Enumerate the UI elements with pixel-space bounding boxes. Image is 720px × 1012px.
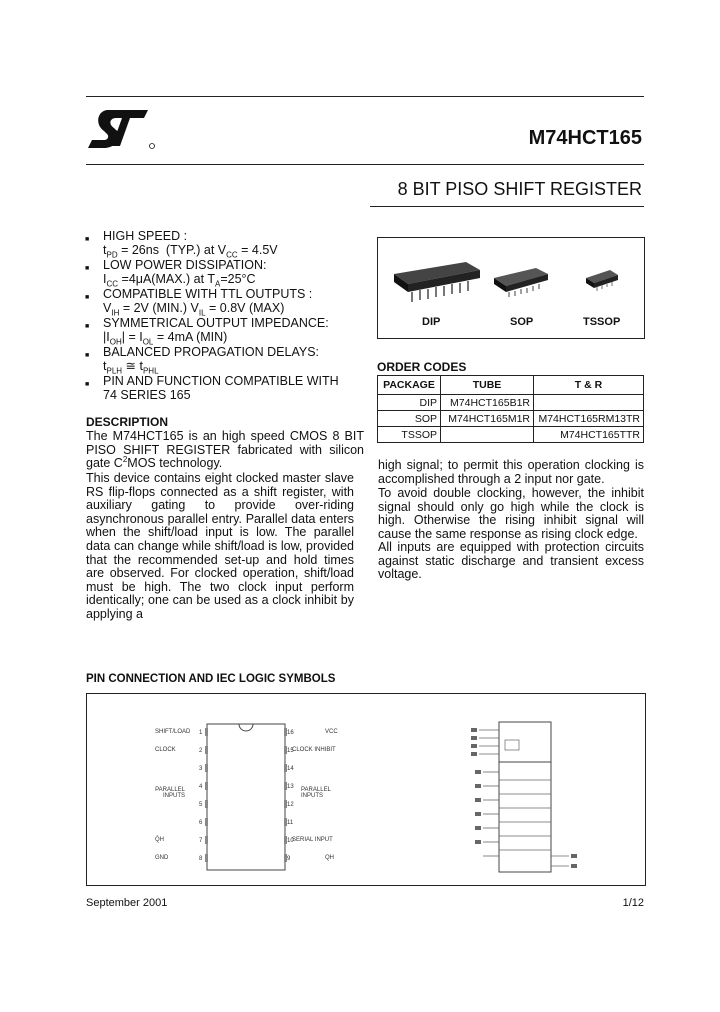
svg-text:2: 2	[199, 748, 203, 754]
table-cell: M74HCT165M1R	[441, 411, 534, 427]
package-images-box	[377, 237, 645, 339]
pin-label: QH	[325, 855, 334, 861]
svg-text:5: 5	[199, 802, 203, 808]
svg-text:9: 9	[287, 856, 291, 862]
pin-label: PARALLEL INPUTS	[301, 787, 331, 799]
table-row	[378, 395, 644, 411]
feature-detail: 74 SERIES 165	[103, 388, 191, 402]
iec-logic-symbol	[457, 714, 597, 884]
bullet-icon: ■	[85, 323, 90, 330]
svg-text:11: 11	[287, 820, 294, 826]
footer-date: September 2001	[86, 897, 168, 909]
pin-connection-box	[86, 693, 646, 886]
tssop-package-icon	[582, 266, 622, 296]
feature-item	[85, 345, 365, 376]
pin-label: CLOCK	[155, 747, 176, 753]
document-subtitle: 8 BIT PISO SHIFT REGISTER	[397, 179, 642, 199]
header-rule-bottom	[370, 206, 644, 207]
table-cell	[534, 395, 644, 411]
svg-text:8: 8	[199, 856, 203, 862]
svg-text:12: 12	[287, 802, 294, 808]
dip-package-icon	[388, 256, 486, 306]
table-cell	[441, 427, 534, 443]
feature-item	[85, 287, 365, 318]
header-rule-middle	[86, 164, 644, 165]
pin-label: SHIFT/LOAD	[155, 729, 191, 735]
table-cell: DIP	[378, 395, 441, 411]
pin-connection-title: PIN CONNECTION AND IEC LOGIC SYMBOLS	[86, 673, 336, 685]
feature-item	[85, 258, 365, 289]
feature-detail-rendered: $t_{PLH}$ ≅ $t_{PHL}$	[103, 359, 159, 376]
bullet-icon: ■	[85, 352, 90, 359]
feature-title: PIN AND FUNCTION COMPATIBLE WITH	[103, 374, 339, 388]
table-row	[378, 427, 644, 443]
bullet-icon: ■	[85, 294, 90, 301]
svg-text:14: 14	[287, 766, 294, 772]
part-number: M74HCT165	[528, 127, 642, 149]
column-header: PACKAGE	[378, 376, 441, 395]
table-cell: M74HCT165RM13TR	[534, 411, 644, 427]
feature-title: HIGH SPEED :	[103, 229, 188, 243]
description-paragraph-2: This device contains eight clocked master slave RS flip-flops connected as a shift register, with auxiliary gating to provide over-riding asynchronous parallel entry. Parallel data enters when the shift/load input is low. The parallel data can change while shift/load is low, provided that the recommended set-up and hold times are observed. For clocked operation, shift/load must be high. The two clock input perform identically; one can be used as a clock inhibit by applying a	[86, 471, 354, 621]
table-cell: SOP	[378, 411, 441, 427]
description-text: The M74HCT165 is an high speed CMOS 8 BIT PISO SHIFT REGISTER fabricated with silicon gate C	[86, 429, 364, 471]
table-cell: M74HCT165TTR	[534, 427, 644, 443]
bullet-icon: ■	[85, 236, 90, 243]
pin-label: PARALLEL INPUTS	[155, 787, 185, 799]
feature-list	[85, 229, 365, 403]
svg-text:3: 3	[199, 766, 203, 772]
feature-item	[85, 374, 365, 402]
feature-title: COMPATIBLE WITH TTL OUTPUTS :	[103, 287, 313, 301]
bullet-icon: ■	[85, 381, 90, 388]
table-cell: TSSOP	[378, 427, 441, 443]
table-header-row	[378, 376, 644, 395]
description-text: MOS technology.	[127, 456, 223, 471]
feature-title: BALANCED PROPAGATION DELAYS:	[103, 345, 320, 359]
tssop-label: TSSOP	[583, 316, 621, 328]
sop-label: SOP	[510, 316, 534, 328]
order-codes-table	[377, 375, 644, 443]
bullet-icon: ■	[85, 265, 90, 272]
description-paragraph-4: To avoid double clocking, however, the inhibit signal should only go high while the clock is high. Otherwise the rising inhibit signal will cause the same response as rising clock edge.	[378, 486, 644, 541]
feature-detail-rendered: $t_{PD} = 26ns$ (TYP.) at $V_{CC} = 4.5V$	[103, 243, 278, 260]
table-row	[378, 411, 644, 427]
order-codes-title: ORDER CODES	[377, 360, 467, 374]
column-header: T & R	[534, 376, 644, 395]
dip-pinout-diagram	[187, 719, 327, 879]
svg-text:7: 7	[199, 838, 203, 844]
svg-text:16: 16	[287, 730, 294, 736]
description-paragraph-5: All inputs are equipped with protection circuits against static discharge and transient excess voltage.	[378, 540, 644, 582]
column-header: TUBE	[441, 376, 534, 395]
feature-item	[85, 229, 365, 260]
feature-detail-rendered: $I_{CC} =4\mu A(MAX.)$ at $T_A=25^\circ C$	[103, 272, 256, 289]
svg-text:4: 4	[199, 784, 203, 790]
feature-title: LOW POWER DISSIPATION:	[103, 258, 267, 272]
dip-label: DIP	[422, 316, 441, 328]
feature-title: SYMMETRICAL OUTPUT IMPEDANCE:	[103, 316, 329, 330]
svg-text:1: 1	[199, 730, 203, 736]
description-superscript: 2	[122, 455, 128, 465]
description-title: DESCRIPTION	[86, 415, 169, 429]
feature-detail-rendered: $|I_{OH}| = I_{OL} = 4mA$ (MIN)	[103, 330, 228, 347]
feature-item	[85, 316, 365, 347]
svg-text:15: 15	[287, 748, 294, 754]
header-rule-top	[86, 96, 644, 97]
svg-text:13: 13	[287, 784, 294, 790]
pin-label: GND	[155, 855, 169, 861]
pin-label: CLOCK INHIBIT	[292, 747, 336, 753]
table-cell: M74HCT165B1R	[441, 395, 534, 411]
sop-package-icon	[490, 264, 552, 300]
pin-label: VCC	[325, 729, 338, 735]
pin-label: Q̄H	[155, 837, 164, 843]
description-paragraph-3: high signal; to permit this operation clocking is accomplished through a 2 input nor gate.	[378, 458, 644, 486]
pin-label: SERIAL INPUT	[292, 837, 333, 843]
svg-text:6: 6	[199, 820, 203, 826]
svg-text:10: 10	[287, 838, 294, 844]
description-paragraph-1	[86, 430, 364, 471]
footer-page-number: 1/12	[622, 897, 644, 909]
st-logo-icon	[86, 106, 156, 152]
feature-detail-rendered: $V_{IH} = 2V$ (MIN.) $V_{IL} = 0.8V$ (MAX)	[103, 301, 285, 318]
